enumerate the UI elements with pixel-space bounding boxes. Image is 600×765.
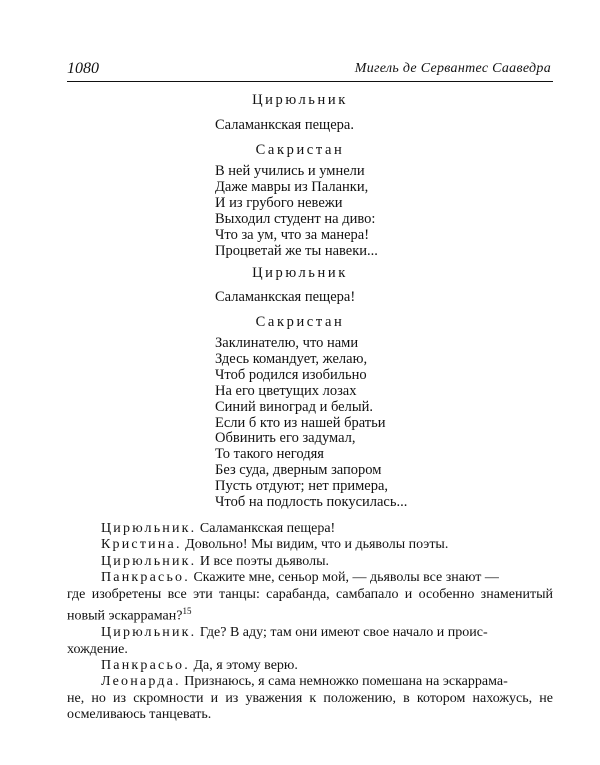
dialogue-text: где изобретены все эти танцы: сарабанда, самбапало и особенно знаменитый новый эскарраман? xyxy=(67,586,553,624)
dialogue-paragraph xyxy=(67,570,553,625)
speaker-name: Панкрасьо. xyxy=(101,570,190,586)
verse-line: Чтоб на подлость покусилась... xyxy=(215,494,408,511)
dialogue-paragraph xyxy=(67,521,553,537)
dialogue-paragraph xyxy=(67,674,553,723)
dialogue-paragraph xyxy=(67,625,553,658)
dialogue-paragraph xyxy=(67,658,553,674)
speaker-name: Панкрасьо. xyxy=(101,657,190,673)
verse-line: Синий виноград и белый. xyxy=(215,398,373,415)
verse-line: Обвинить его задумал, xyxy=(215,430,356,447)
page-number: 1080 xyxy=(67,60,99,77)
dialogue-text: Где? В аду; там они имеют свое начало и проис- xyxy=(196,625,488,641)
dialogue-text: хождение. xyxy=(67,641,128,657)
verse-line: Пусть отдуют; нет примера, xyxy=(215,478,389,495)
verse-line: Без суда, дверным запором xyxy=(215,462,382,479)
verse-line: Саламанкская пещера! xyxy=(215,289,356,305)
speaker-heading: Сакристан xyxy=(255,314,345,330)
speaker-name: Цирюльник. xyxy=(101,625,197,641)
verse-line: И из грубого невежи xyxy=(215,194,343,211)
verse-stanza xyxy=(215,336,407,511)
speaker-heading: Сакристан xyxy=(255,142,345,158)
speaker-heading: Цирюльник xyxy=(252,265,348,281)
verse-stanza xyxy=(215,164,378,259)
speaker-name: Цирюльник. xyxy=(101,521,197,536)
verse-line: В ней учились и умнели xyxy=(215,163,365,179)
verse-line: То такого негодяя xyxy=(215,446,324,463)
verse-line: Что за ум, что за манера! xyxy=(215,226,370,243)
speaker-name: Кристина. xyxy=(101,537,182,553)
dialogue-text: не, но из скромности и из уважения к положению, в котором нахожусь, не осмеливаюсь танцевать. xyxy=(67,690,553,723)
dialogue-paragraph xyxy=(67,554,553,570)
verse-line: Даже мавры из Паланки, xyxy=(215,178,369,195)
speaker-name: Цирюльник. xyxy=(101,553,197,569)
header-rule xyxy=(67,81,553,82)
dialogue-text: Скажите мне, сеньор мой, — дьяволы все знают — xyxy=(189,570,499,586)
verse-line: Чтоб родился изобильно xyxy=(215,366,367,383)
verse-line: Процветай же ты навеки... xyxy=(215,242,378,259)
speaker-name: Леонарда. xyxy=(101,674,181,690)
page-header xyxy=(67,58,553,82)
dialogue-text: Саламанкская пещера! xyxy=(196,521,336,536)
dialogue-text: Признаюсь, я сама немножко помешана на эскаррама- xyxy=(180,674,508,690)
verse-line: Выходил студент на диво: xyxy=(215,210,376,227)
verse-line: Заклинателю, что нами xyxy=(215,335,359,351)
dialogue-text: Да, я этому верю. xyxy=(189,657,298,673)
verse-line: Здесь командует, желаю, xyxy=(215,350,368,367)
speaker-heading: Цирюльник xyxy=(252,92,348,108)
verse-line: На его цветущих лозах xyxy=(215,382,357,399)
dialogue-text: И все поэты дьяволы. xyxy=(196,553,329,569)
prose-dialogue xyxy=(67,521,553,724)
verse-line: Если б кто из нашей братьи xyxy=(215,414,386,431)
dialogue-paragraph xyxy=(67,537,553,553)
running-head: Мигель де Сервантес Сааведра xyxy=(354,61,551,76)
footnote-marker: 15 xyxy=(182,606,192,617)
verse-line: Саламанкская пещера. xyxy=(215,117,354,133)
dialogue-text: Довольно! Мы видим, что и дьяволы поэты. xyxy=(181,537,449,553)
